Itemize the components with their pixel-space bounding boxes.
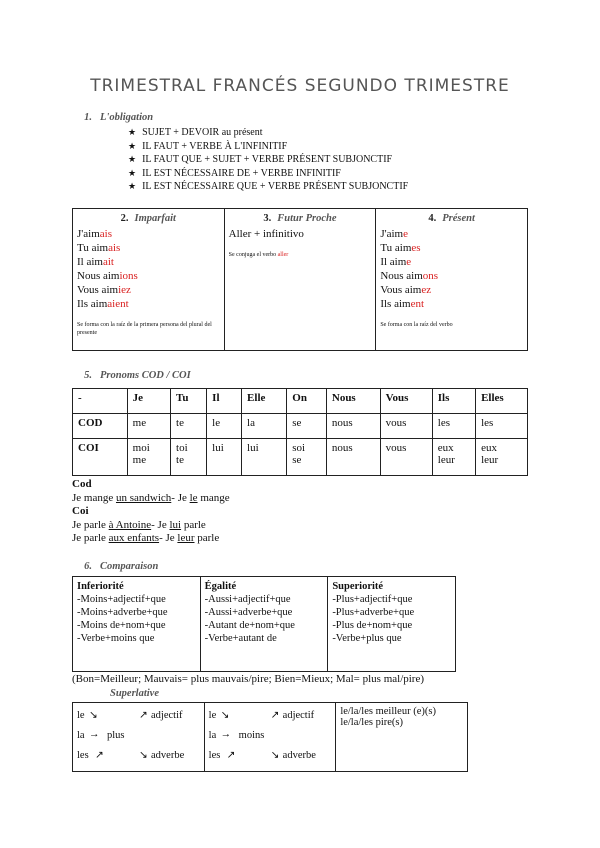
- header-cell: Nous: [326, 389, 380, 414]
- irregular-note: (Bon=Meilleur; Mauvais= plus mauvais/pire; Bien=Mieux; Mal= plus mal/pire): [72, 673, 425, 685]
- section-heading-comparaison: 6. Comparaison: [84, 561, 159, 572]
- futur-note: Se conjuga el verbo aller: [228, 252, 289, 258]
- imparfait-heading: 2. Imparfait: [120, 213, 176, 224]
- table-cell: te: [171, 414, 207, 439]
- table-cell: eux leur: [476, 439, 528, 476]
- coi-label: Coi: [72, 505, 89, 517]
- conj-line: Tu aimais: [77, 242, 121, 254]
- conj-line: Nous aimons: [380, 270, 439, 282]
- table-cell: nous: [326, 414, 380, 439]
- cod-example: Je mange un sandwich- Je le mange: [72, 491, 230, 504]
- list-item: ★ IL EST NÉCESSAIRE DE + VERBE INFINITIF: [128, 167, 408, 181]
- page-title: TRIMESTRAL FRANCÉS SEGUNDO TRIMESTRE: [90, 76, 510, 96]
- futur-formula: Aller + infinitivo: [228, 228, 304, 240]
- header-cell: Il: [207, 389, 242, 414]
- conj-line: Ils aiment: [380, 298, 425, 310]
- arrow-down-right-icon: ↘: [270, 750, 280, 761]
- table-cell: COD: [73, 414, 128, 439]
- arrow-down-right-icon: ↘: [139, 750, 148, 761]
- superiorite-cell: Superiorité -Plus+adjectif+que -Plus+adverbe+que -Plus de+nom+que -Verbe+plus que: [328, 577, 456, 672]
- list-item: ★ IL FAUT QUE + SUJET + VERBE PRÉSENT SUBJONCTIF: [128, 153, 408, 167]
- table-cell: me: [127, 414, 170, 439]
- superlative-plus-cell: le ↘ ↗ adjectif la → plus les ↗ ↘ adverbe: [73, 703, 205, 772]
- conj-line: Ils aimaient: [77, 298, 129, 310]
- conj-line: Il aime: [380, 256, 412, 268]
- conj-line: J'aime: [380, 228, 408, 240]
- header-cell: Je: [127, 389, 170, 414]
- present-note: Se forma con la raíz del verbo: [380, 322, 453, 328]
- arrow-right-icon: →: [89, 729, 100, 740]
- imparfait-note: Se forma con la raíz de la primera persona del plural del presente: [77, 322, 212, 336]
- obligation-list: [128, 126, 408, 194]
- conj-line: Vous aimiez: [77, 284, 131, 296]
- comparaison-table: [72, 576, 456, 672]
- list-item: ★ SUJET + DEVOIR au présent: [128, 126, 408, 140]
- arrow-down-right-icon: ↘: [220, 710, 230, 721]
- conj-line: Nous aimions: [77, 270, 138, 282]
- egalite-cell: Égalité -Aussi+adjectif+que -Aussi+adverbe+que -Autant de+nom+que -Verbe+autant de: [200, 577, 328, 672]
- table-cell: lui: [242, 439, 287, 476]
- list-item: ★ IL FAUT + VERBE À L'INFINITIF: [128, 140, 408, 154]
- arrow-down-right-icon: ↘: [89, 710, 98, 721]
- present-heading: 4. Présent: [428, 213, 475, 224]
- table-cell: nous: [326, 439, 380, 476]
- table-cell: les: [476, 414, 528, 439]
- conj-line: Il aimait: [77, 256, 114, 268]
- futur-heading: 3. Futur Proche: [263, 213, 337, 224]
- tenses-table: [72, 208, 528, 351]
- table-cell: se: [287, 414, 327, 439]
- imparfait-cell: [73, 209, 225, 351]
- superlative-moins-cell: le ↘ ↗ adjectif la → moins les ↗ ↘ adverbe: [204, 703, 336, 772]
- inferiorite-cell: Inferiorité -Moins+adjectif+que -Moins+adverbe+que -Moins de+nom+que -Verbe+moins que: [73, 577, 201, 672]
- superlative-heading: Superlative: [110, 688, 159, 699]
- header-cell: Ils: [432, 389, 475, 414]
- table-cell: lui: [207, 439, 242, 476]
- examples-block: [72, 478, 230, 546]
- table-cell: moi me: [127, 439, 170, 476]
- coi-example: Je parle à Antoine- Je lui parle: [72, 518, 206, 531]
- coi-example: Je parle aux enfants- Je leur parle: [72, 532, 220, 544]
- pronoms-table: [72, 388, 528, 476]
- table-cell: le: [207, 414, 242, 439]
- header-cell: Elles: [476, 389, 528, 414]
- header-cell: -: [73, 389, 128, 414]
- table-cell: COI: [73, 439, 128, 476]
- arrow-up-right-icon: ↗: [95, 750, 104, 761]
- arrow-up-right-icon: ↗: [270, 710, 280, 721]
- conj-line: Tu aimes: [380, 242, 421, 254]
- arrow-up-right-icon: ↗: [226, 750, 236, 761]
- arrow-up-right-icon: ↗: [139, 710, 148, 721]
- futur-cell: [224, 209, 376, 351]
- table-cell: eux leur: [432, 439, 475, 476]
- cod-label: Cod: [72, 478, 92, 490]
- arrow-right-icon: →: [220, 729, 232, 740]
- section-heading-obligation: 1. L'obligation: [84, 112, 154, 123]
- conj-line: J'aimais: [77, 228, 112, 240]
- superlative-table: [72, 702, 468, 772]
- header-cell: Tu: [171, 389, 207, 414]
- conj-line: Vous aimez: [380, 284, 432, 296]
- table-cell: vous: [380, 414, 432, 439]
- present-cell: [376, 209, 528, 351]
- table-cell: toi te: [171, 439, 207, 476]
- section-heading-pronoms: 5. Pronoms COD / COI: [84, 370, 191, 381]
- table-cell: la: [242, 414, 287, 439]
- list-item: ★ IL EST NÉCESSAIRE QUE + VERBE PRÉSENT SUBJONCTIF: [128, 180, 408, 194]
- table-cell: les: [432, 414, 475, 439]
- header-cell: Elle: [242, 389, 287, 414]
- table-cell: soi se: [287, 439, 327, 476]
- header-cell: On: [287, 389, 327, 414]
- header-cell: Vous: [380, 389, 432, 414]
- table-cell: vous: [380, 439, 432, 476]
- superlative-irregular-cell: le/la/les meilleur (e)(s) le/la/les pire(s): [336, 703, 468, 772]
